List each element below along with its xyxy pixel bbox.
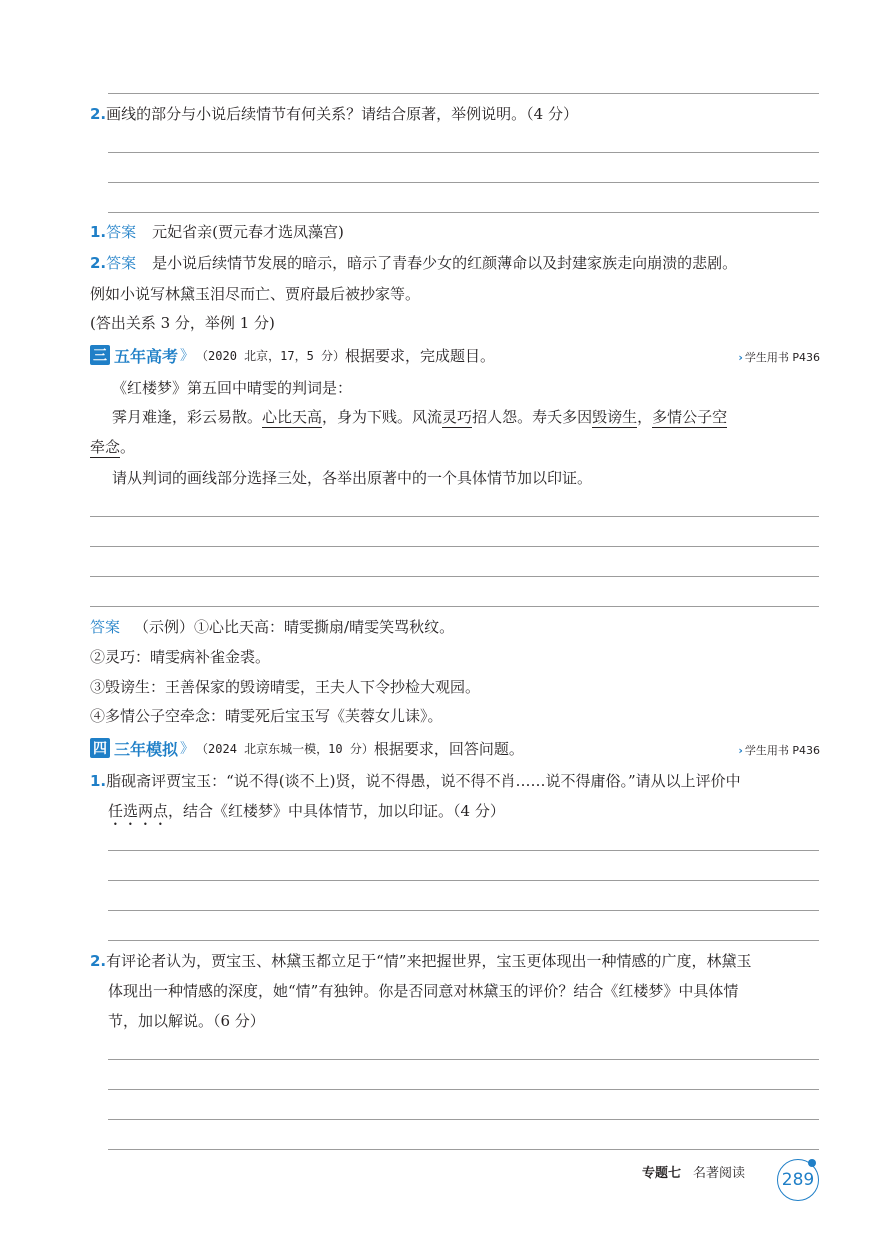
question-2-line2: 体现出一种情感的深度，她“情”有独钟。你是否同意对林黛玉的评价？结合《红楼梦》中具体情 — [108, 982, 739, 1000]
answer-text: 元妃省亲(贾元春才选凤藻宫) — [152, 223, 344, 241]
answer-example-1 — [90, 617, 454, 637]
question-2 — [90, 951, 751, 971]
question-text: 有评论者认为，贾宝玉、林黛玉都立足于“情”来把握世界，宝玉更体现出一种情感的广度，林黛玉 — [106, 952, 752, 970]
underlined-phrase: 灵巧 — [442, 408, 473, 426]
student-book-ref[interactable] — [738, 349, 820, 365]
question-text: 画线的部分与小说后续情节有何关系？请结合原著，举例说明。（4 分） — [106, 105, 578, 123]
section-instruction: 根据要求，完成题目。 — [345, 346, 496, 365]
question-text: 脂砚斋评贾宝玉：“说不得(谈不上)贤，说不得愚，说不得不肖……说不得庸俗。”请从以上评价中 — [106, 772, 741, 790]
page-number: 289 — [777, 1159, 819, 1201]
answer-line — [108, 880, 819, 881]
section-title: 三年模拟 — [114, 739, 179, 759]
poem-text: 招人怨。寿夭多因 — [472, 408, 593, 426]
answer-line — [108, 850, 819, 851]
answer-example-2: ②灵巧：晴雯病补雀金裘。 — [90, 648, 271, 666]
answer-line — [108, 1119, 819, 1120]
section-number-icon: 三 — [90, 345, 110, 365]
section-banner-five-year — [90, 343, 495, 367]
topic-label: 专题七 — [642, 1166, 682, 1181]
answer-line — [108, 1149, 819, 1150]
answer-line — [108, 940, 819, 941]
answer-line — [90, 546, 819, 547]
question-number: 2. — [90, 105, 107, 123]
poem-text: ， — [637, 408, 653, 426]
answer-number: 1. — [90, 223, 107, 241]
question-text: ，结合《红楼梦》中具体情节，加以印证。（4 分） — [168, 802, 505, 820]
answer-number: 2. — [90, 254, 107, 272]
answer-text: 是小说后续情节发展的暗示，暗示了青春少女的红颜薄命以及封建家族走向崩溃的悲剧。 — [152, 254, 738, 272]
underlined-phrase: 毁谤生 — [592, 408, 638, 426]
question-number: 2. — [90, 952, 107, 970]
answer-line — [108, 1059, 819, 1060]
poem-line-2 — [90, 437, 135, 457]
scoring-note: (答出关系 3 分，举例 1 分) — [90, 314, 275, 332]
answer-line — [108, 182, 819, 183]
answer-line — [108, 1089, 819, 1090]
poem-line-1 — [112, 407, 727, 427]
decorative-dot-icon — [808, 1159, 816, 1167]
answer-label: 答案 — [90, 618, 121, 636]
student-book-ref[interactable] — [738, 742, 820, 758]
answer-line — [90, 576, 819, 577]
answer-2-line2: 例如小说写林黛玉泪尽而亡、贾府最后被抄家等。 — [90, 285, 421, 303]
underlined-phrase: 多情公子空 — [652, 408, 728, 426]
question-1-line2 — [108, 801, 505, 829]
question-2-line3: 节，加以解说。（6 分） — [108, 1012, 265, 1030]
answer-line — [108, 93, 819, 94]
chevron-right-icon: 》 — [180, 348, 195, 364]
section-number-icon: 四 — [90, 738, 110, 758]
answer-label: 答案 — [106, 254, 137, 272]
section-instruction: 根据要求，回答问题。 — [373, 739, 524, 758]
question-source: （2020 北京，17，5 分） — [196, 348, 346, 363]
answer-label: 答案 — [106, 223, 137, 241]
underlined-phrase: 心比天高 — [262, 408, 323, 426]
poem-text: 霁月难逢，彩云易散。 — [112, 408, 263, 426]
chevron-right-icon: › — [738, 351, 743, 364]
answer-line — [108, 152, 819, 153]
question-2 — [90, 104, 578, 124]
page-footer — [642, 1162, 745, 1181]
answer-text: （示例）①心比天高：晴雯撕扇/晴雯笑骂秋纹。 — [134, 618, 455, 636]
poem-intro: 《红楼梦》第五回中晴雯的判词是： — [112, 379, 353, 397]
poem-text: 。 — [120, 438, 136, 456]
chevron-right-icon: › — [738, 744, 743, 757]
answer-line — [108, 910, 819, 911]
question-source: （2024 北京东城一模，10 分） — [196, 741, 374, 756]
ref-text: 学生用书 P436 — [744, 351, 820, 364]
answer-1 — [90, 222, 344, 242]
underlined-phrase: 牵念 — [90, 438, 121, 456]
section-title: 五年高考 — [114, 346, 179, 366]
emphasized-phrase: 任选两点 — [108, 802, 169, 820]
answer-line — [108, 212, 819, 213]
answer-line — [90, 606, 819, 607]
answer-example-3: ③毁谤生：王善保家的毁谤晴雯，王夫人下令抄检大观园。 — [90, 678, 481, 696]
answer-example-4: ④多情公子空牵念：晴雯死后宝玉写《芙蓉女儿诔》。 — [90, 707, 443, 725]
task-text: 请从判词的画线部分选择三处，各举出原著中的一个具体情节加以印证。 — [112, 469, 593, 487]
section-banner-three-year — [90, 736, 524, 760]
answer-2 — [90, 253, 737, 273]
chevron-right-icon: 》 — [180, 741, 195, 757]
question-1 — [90, 771, 741, 791]
ref-text: 学生用书 P436 — [744, 744, 820, 757]
question-number: 1. — [90, 772, 107, 790]
subject-label: 名著阅读 — [693, 1166, 746, 1181]
answer-line — [90, 516, 819, 517]
poem-text: ，身为下贱。风流 — [322, 408, 443, 426]
